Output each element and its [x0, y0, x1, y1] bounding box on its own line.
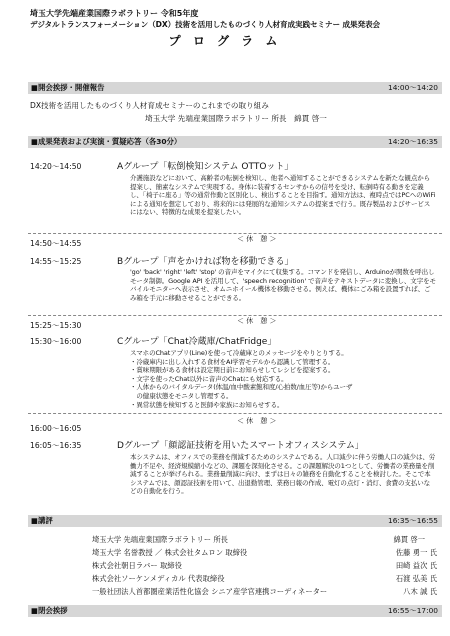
section-label: ■開会挨拶・開催報告 [31, 83, 105, 92]
reviewer-affiliation: 株式会社ソーケンメディカル 代表取締役 [92, 574, 225, 583]
reviewer-name: 田崎 益次 氏 [395, 561, 437, 570]
section-time: 16:35～16:55 [388, 516, 438, 525]
section-time: 16:55～17:00 [388, 606, 438, 615]
list-item: ・賞味期限がある食材は設定期日前にお知らせしてレシピを提案する。 [130, 366, 335, 375]
reviewer-affiliation: 埼玉大学 名誉教授 ／ 株式会社タムロン 取締役 [92, 548, 248, 557]
reviewer-row [92, 587, 437, 598]
group-c-time: 15:30～16:00 [30, 337, 82, 346]
reviewer-affiliation: 一般社団法人首都圏産業活性化協会 シニア産学官連携コーディネーター [92, 587, 328, 596]
section-band-closing [28, 605, 442, 617]
group-b-title: Bグループ「声をかければ物を移動できる」 [117, 257, 294, 267]
list-item: ・異常状態を検知すると医師や家族にお知らせする。 [130, 400, 284, 409]
break-3-label: ＜ 休 憩 ＞ [237, 417, 277, 425]
reviewer-affiliation: 埼玉大学 先端産業国際ラボラトリー 所長 [92, 535, 228, 544]
section-label: ■講評 [31, 516, 53, 525]
reviewer-affiliation: 株式会社朝日ラバー 取締役 [92, 561, 182, 570]
section-time: 14:20～16:35 [388, 137, 438, 146]
group-c-title: Cグループ「Chat冷蔵庫/ChatFridge」 [117, 337, 277, 347]
list-item: ・人体からのバイタルデータ(体温/血中酸素飽和度/心拍数/血圧等)からユーザ [130, 383, 353, 392]
divider [28, 233, 442, 234]
header-organizer: 埼玉大学先端産業国際ラボラトリー 令和5年度 [30, 9, 199, 18]
reviewer-row [92, 561, 437, 572]
group-d-description: 本システムは、オフィスでの業務を削減するためのシステムである。人口減少に伴う労働人口の減少は、労働力不足や、経済規模縮小などの、課題を深刻化させる。この課題解決の1つとして、労働者の業務量を削減することが挙げられる。業務量削減に向け、まずは日々の雑務を自動化することを検討した。そこで本システムでは、顔認証技術を用いて、出退勤管理、業務日報の作成、電灯の点灯・消灯、食費の支払いなどの自動化を行う。 [130, 453, 436, 496]
list-item: の健康状態をモニタし管理する。 [130, 391, 233, 400]
reviewer-row [92, 548, 437, 559]
opening-text: DX技術を活用したものづくり人材育成セミナーのこれまでの取り組み [30, 101, 269, 110]
group-c-description [130, 349, 436, 409]
section-band-review [28, 515, 442, 527]
break-2-time: 15:25～15:30 [30, 321, 82, 330]
group-a-title: Aグループ「転倒検知システム OTTOット」 [117, 162, 294, 172]
section-label: ■成果発表および実演・質疑応答（各30分） [31, 137, 182, 146]
divider [28, 315, 442, 316]
page-title: プ ロ グ ラ ム [168, 34, 282, 48]
reviewer-row [92, 574, 437, 585]
group-a-time: 14:20～14:50 [30, 162, 82, 171]
reviewer-name: 綿貫 啓一 [393, 535, 425, 544]
section-time: 14:00～14:20 [388, 83, 438, 92]
section-band-presentations [28, 136, 442, 148]
group-d-time: 16:05～16:35 [30, 441, 82, 450]
header-event-name: デジタルトランスフォーメーション（DX）技術を活用したものづくり人材育成実践セミナー 成果発表会 [30, 20, 380, 29]
reviewer-name: 佐藤 勇一 氏 [395, 548, 437, 557]
break-1-label: ＜ 休 憩 ＞ [237, 235, 277, 243]
group-b-time: 14:55～15:25 [30, 257, 82, 266]
group-d-title: Dグループ「顔認証技術を用いたスマートオフィスシステム」 [117, 441, 364, 451]
section-label: ■閉会挨拶 [31, 606, 68, 615]
list-item: ・文字を使ったChat以外に音声のChatにも対応する。 [130, 374, 288, 383]
section-band-opening [28, 82, 442, 94]
group-a-description: 介護施設などにおいて、高齢者の転倒を検知し、他者へ通知することができるシステムを新たな観点から提案し、簡素なシステムで実現する。身体に装着するセンサからの信号を受け、転倒時有る動きを定義し、「椅子に座る」等の通常作動と区別化し、検出することを目指す。通知方法は、複時点ではPCへのWiFiによる通知を想定しており、将来的には発展的な通知システムの提案まで行う。既存製品およびサービスにはない、特徴的な成果を提案したい。 [130, 174, 436, 217]
break-3-time: 16:00～16:05 [30, 424, 82, 433]
break-2-label: ＜ 休 憩 ＞ [237, 317, 277, 325]
divider [28, 413, 442, 414]
group-c-intro: スマホのChatアプリ(Line)を使って冷蔵庫とのメッセージをやりとりする。 [130, 349, 348, 357]
break-1-time: 14:50～14:55 [30, 239, 82, 248]
opening-speaker: 埼玉大学 先端産業国際ラボラトリー 所長 綿貫 啓一 [145, 114, 327, 123]
reviewer-row [92, 535, 437, 546]
list-item: ・冷蔵庫内に出し入れする食材をAI学習モデルから認識して管理する。 [130, 357, 335, 366]
reviewer-name: 石渡 弘美 氏 [395, 574, 437, 583]
reviewer-name: 八木 誠 氏 [403, 587, 437, 596]
group-b-description: 'go' 'back' 'right' 'left' 'stop' の音声をマイクにて収集する。コマンドを発信し、Arduinoが関数を呼出しモータ制御。Google API を活用して、'speech recognition' で音声をテキストデータに変換し、文字をモバイルモニターへ表示させ、オムニホイール機体を移動させる。例えば、機体にごみ箱を設置すれば、ごみ箱を手元に移動させることができる。 [130, 268, 436, 302]
